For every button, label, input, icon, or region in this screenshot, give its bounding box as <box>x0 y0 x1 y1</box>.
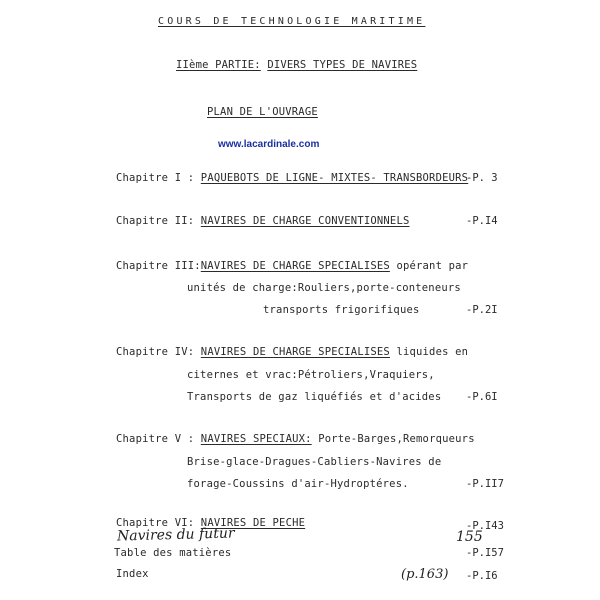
chapter-2 <box>116 215 410 227</box>
chapter-3-label: Chapitre III: <box>116 260 201 272</box>
chapter-3-page: -P.2I <box>466 304 498 316</box>
chapter-6-title: NAVIRES DE PECHE <box>200 517 306 529</box>
chapter-4-page: -P.6I <box>466 391 498 403</box>
chapter-3 <box>116 260 468 272</box>
chapter-3-line2: unités de charge:Rouliers,porte-conteneurs <box>187 282 461 294</box>
chapter-3-title: NAVIRES DE CHARGE SPECIALISES <box>200 260 390 272</box>
part-label: IIème PARTIE: <box>176 59 261 71</box>
chapter-4-line3: Transports de gaz liquéfiés et d'acides <box>187 391 442 403</box>
chapter-1-label: Chapitre I : <box>116 172 195 184</box>
table-des-matieres: Table des matières <box>114 547 232 559</box>
part-heading <box>176 59 417 71</box>
handwritten-index-page: (p.163) <box>401 567 449 582</box>
chapter-5-rest: Porte-Barges,Remorqueurs <box>318 433 475 445</box>
course-title: COURS DE TECHNOLOGIE MARITIME <box>158 16 426 27</box>
chapter-5 <box>116 433 475 445</box>
watermark-url: www.lacardinale.com <box>218 139 320 150</box>
chapter-2-label: Chapitre II: <box>116 215 195 227</box>
handwritten-page-155: 155 <box>456 529 483 545</box>
chapter-3-rest: opérant par <box>396 260 469 272</box>
chapter-1-page: -P. 3 <box>466 172 498 184</box>
chapter-2-title: NAVIRES DE CHARGE CONVENTIONNELS <box>200 215 410 227</box>
plan-title: PLAN DE L'OUVRAGE <box>207 106 318 118</box>
handwritten-insert: Navires du futur <box>116 525 235 545</box>
chapter-4 <box>116 346 468 358</box>
index-page: -P.I6 <box>466 570 498 582</box>
chapter-4-rest: liquides en <box>396 346 469 358</box>
chapter-4-label: Chapitre IV: <box>116 346 195 358</box>
chapter-6-page: -P.I43 <box>466 520 504 532</box>
chapter-1-title: PAQUEBOTS DE LIGNE- MIXTES- TRANSBORDEURS <box>200 172 469 184</box>
part-title: DIVERS TYPES DE NAVIRES <box>267 59 418 71</box>
chapter-6-label: Chapitre VI: <box>116 517 195 529</box>
chapter-3-line3: transports frigorifiques <box>263 304 420 316</box>
chapter-4-line2: citernes et vrac:Pétroliers,Vraquiers, <box>187 369 435 381</box>
chapter-2-page: -P.I4 <box>466 215 498 227</box>
chapter-4-title: NAVIRES DE CHARGE SPECIALISES <box>200 346 390 358</box>
chapter-5-page: -P.II7 <box>466 478 504 490</box>
chapter-5-label: Chapitre V : <box>116 433 195 445</box>
chapter-5-line2: Brise-glace-Dragues-Cabliers-Navires de <box>187 456 442 468</box>
chapter-5-line3: forage-Coussins d'air-Hydroptéres. <box>187 478 409 490</box>
chapter-1 <box>116 172 468 184</box>
index-label: Index <box>116 568 149 580</box>
chapter-5-title: NAVIRES SPECIAUX: <box>200 433 312 445</box>
table-des-matieres-page: -P.I57 <box>466 547 504 559</box>
